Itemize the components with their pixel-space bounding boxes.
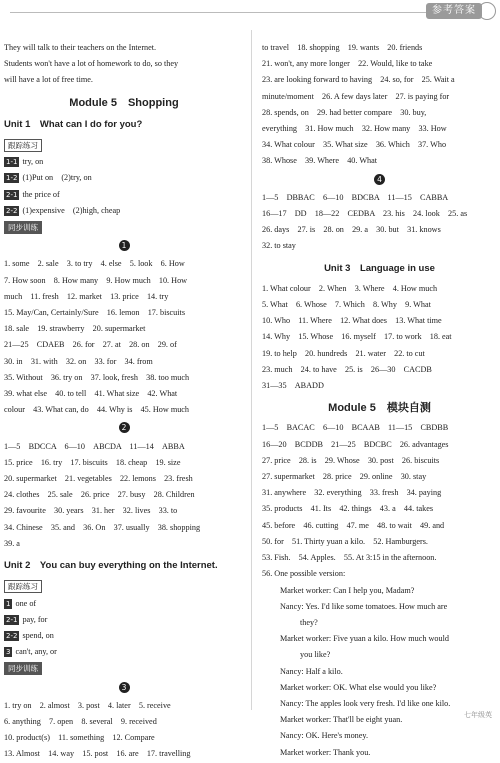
section-3-badge: 3 (119, 682, 130, 693)
unit3-title: Unit 3 Language in use (324, 262, 435, 274)
unit1-title: Unit 1 What can I do for you? (4, 118, 143, 130)
answer-line: 14. Why 15. Whose 16. myself 17. to work 18. eat (262, 332, 452, 342)
answer-line: 39. a (4, 538, 20, 548)
dialog-line: Market worker: That'll be eight yuan. (280, 715, 403, 725)
answer-line: 35. products 41. Its 42. things 43. a 44. takes (262, 504, 434, 514)
answer-line: 28. spends, on 29. had better compare 30. buy, (262, 107, 427, 117)
item-answer: the price of (22, 189, 60, 199)
answer-line: minute/moment 26. A few days later 27. is paying for (262, 91, 450, 101)
answer-line: 1. What colour 2. When 3. Where 4. How much (262, 283, 438, 293)
answer-line: everything 31. How much 32. How many 33. How (262, 124, 447, 134)
answer-line: 21. won't, any more longer 22. Would, like to take (262, 59, 433, 69)
item-number: 2-2 (6, 206, 18, 215)
dialog-line: you like? (300, 650, 331, 660)
follow-item (4, 154, 244, 170)
answer-line: 20. supermarket 21. vegetables 22. lemons 23. fresh (4, 474, 193, 484)
answer-line: 5. What 6. Whose 7. Which 8. Why 9. What (262, 300, 431, 310)
follow-item (4, 612, 244, 628)
sample-dialog (262, 583, 497, 761)
header-bar (0, 0, 500, 20)
page-footer: 七年级英 (464, 711, 492, 719)
answer-line: 1—5 DBBAC 6—10 BDCBA 11—15 CABBA (262, 192, 449, 202)
unit3-answers (262, 281, 497, 394)
section-number (4, 420, 244, 436)
item-number: 2-1 (6, 615, 18, 624)
right-column (262, 40, 497, 761)
answer-line: 1. some 2. sale 3. to try 4. else 5. look 6. How (4, 259, 185, 269)
left-top-paragraph (4, 40, 244, 89)
unit2-title: Unit 2 You can buy everything on the Internet. (4, 560, 218, 572)
answer-line: 24. clothes 25. sale 26. price 27. busy 28. Children (4, 490, 195, 500)
answer-line: 31—35 ABADD (262, 381, 324, 391)
answer-line: 6. anything 7. open 8. several 9. received (4, 716, 157, 726)
follow-practice-tag: 跟踪练习 (4, 139, 42, 152)
sync-training-tag: 同步训练 (4, 221, 42, 234)
answer-line: 16—20 BCDDB 21—25 BDCBC 26. advantages (262, 439, 449, 449)
answer-key-badge: 参考答案 (426, 3, 482, 19)
follow-item (4, 596, 244, 612)
answer-line: 34. What colour 35. What size 36. Which 37. Who (262, 140, 447, 150)
header-rule (10, 12, 430, 13)
section-number (4, 238, 244, 254)
section-1-badge: 1 (119, 240, 130, 251)
item-answer: pay, for (22, 614, 48, 624)
item-answer: (1)expensive (2)high, cheap (22, 205, 121, 215)
item-number: 1-2 (6, 174, 18, 183)
unit1-follow-list (4, 154, 244, 219)
answer-line: 32. to stay (262, 241, 296, 251)
dialog-line: Nancy: Half a kilo. (280, 666, 343, 676)
follow-item (4, 170, 244, 186)
answer-line: 31. anywhere 32. everything 33. fresh 34. paying (262, 488, 442, 498)
item-answer: spend, on (22, 630, 54, 640)
answer-line: 19. to help 20. hundreds 21. water 22. to cut (262, 348, 425, 358)
answer-line: 27. price 28. is 29. Whose 30. post 26. biscuits (262, 455, 440, 465)
answer-line: 56. One possible version: (262, 569, 346, 579)
dialog-line: Market worker: Can I help you, Madam? (280, 585, 415, 595)
follow-item (4, 628, 244, 644)
dialog-line: Nancy: OK. Here's money. (280, 731, 369, 741)
answer-line: 1—5 BACAC 6—10 BCAAB 11—15 CBDBB (262, 423, 449, 433)
item-number: 2-2 (6, 631, 18, 640)
answer-line: 16—17 DD 18—22 CEDBA 23. his 24. look 25. as (262, 209, 468, 219)
answer-line: 15. May/Can, Certainly/Sure 16. lemon 17. biscuits (4, 308, 186, 318)
section-4-badge: 4 (374, 174, 385, 185)
answer-line: 26. days 27. is 28. on 29. a 30. but 31. knows (262, 225, 441, 235)
answer-line: 10. product(s) 11. something 12. Compare (4, 733, 155, 743)
answer-line: 23. are looking forward to having 24. so, for 25. Wait a (262, 75, 455, 85)
item-answer: can't, any, or (15, 647, 57, 657)
answer-line: 45. before 46. cutting 47. me 48. to wait 49. and (262, 520, 445, 530)
unit1-answers-a (4, 256, 244, 418)
item-number: 1-1 (6, 158, 18, 167)
answer-line: 39. what else 40. to tell 41. What size 42. What (4, 389, 178, 399)
answer-line: 13. Almost 14. way 15. post 16. are 17. travelling (4, 749, 191, 759)
section-number (262, 172, 497, 188)
unit2-follow-list (4, 596, 244, 661)
item-number: 3 (6, 648, 11, 657)
answer-line: Students won't have a lot of homework to do, so they (4, 59, 179, 69)
left-column (4, 40, 244, 763)
answer-line: 29. favourite 30. years 31. her 32. lives 33. to (4, 506, 178, 516)
answer-line: 1—5 BDCCA 6—10 ABCDA 11—14 ABBA (4, 441, 185, 451)
answer-line: will have a lot of free time. (4, 75, 93, 85)
item-answer: try, on (22, 157, 44, 167)
dialog-line: Market worker: OK. What else would you like? (280, 682, 437, 692)
answer-line: 50. for 51. Thirty yuan a kilo. 52. Hamburgers. (262, 536, 428, 546)
answer-line: 38. Whose 39. Where 40. What (262, 156, 378, 166)
right-answers-a (262, 190, 497, 255)
follow-item (4, 187, 244, 203)
answer-line: 35. Without 36. try on 37. look, fresh 38. too much (4, 372, 190, 382)
answer-line: 15. price 16. try 17. biscuits 18. cheap 19. size (4, 457, 181, 467)
answer-line: 27. supermarket 28. price 29. online 30. stay (262, 472, 427, 482)
follow-item (4, 203, 244, 219)
answer-line: to travel 18. shopping 19. wants 20. friends (262, 43, 423, 52)
follow-practice-tag: 跟踪练习 (4, 580, 42, 593)
right-top-answers (262, 40, 497, 170)
badge-circle-icon (478, 2, 496, 20)
dialog-line: they? (300, 617, 318, 627)
answer-line: 30. in 31. with 32. on 33. for 34. from (4, 356, 153, 366)
item-number: 1 (6, 599, 11, 608)
answer-line: 53. Fish. 54. Apples. 55. At 3:15 in the afternoon. (262, 553, 437, 563)
answer-line: They will talk to their teachers on the Internet. (4, 43, 157, 52)
item-answer: (1)Put on (2)try, on (22, 173, 92, 183)
answer-line: 7. How soon 8. How many 9. How much 10. How (4, 275, 188, 285)
dialog-line: Nancy: The apples look very fresh. I'd like one kilo. (280, 698, 451, 708)
answer-line: 23. much 24. to have 25. is 26—30 CACDB (262, 364, 432, 374)
item-number: 2-1 (6, 190, 18, 199)
dialog-line: Market worker: Five yuan a kilo. How much would (280, 634, 449, 644)
answer-line: 10. Who 11. Where 12. What does 13. What time (262, 316, 442, 326)
follow-item (4, 644, 244, 660)
sync-training-tag: 同步训练 (4, 662, 42, 675)
dialog-line: Nancy: Yes. I'd like some tomatoes. How much are (280, 601, 448, 611)
answer-line: 21—25 CDAEB 26. for 27. at 28. on 29. of (4, 340, 177, 350)
answer-line: 34. Chinese 35. and 36. On 37. usually 38. shopping (4, 522, 201, 532)
answer-line: much 11. fresh 12. market 13. price 14. try (4, 291, 169, 301)
module5-test-title: Module 5 模块自测 (328, 402, 431, 415)
section-number (4, 680, 244, 696)
module5-test-answers (262, 420, 497, 582)
module5-title: Module 5 Shopping (69, 96, 179, 109)
dialog-line: Market worker: Thank you. (280, 747, 371, 757)
answer-line: 18. sale 19. strawberry 20. supermarket (4, 324, 146, 334)
answer-line: colour 43. What can, do 44. Why is 45. How much (4, 405, 190, 415)
answer-line: 1. try on 2. almost 3. post 4. later 5. receive (4, 700, 171, 710)
item-answer: one of (15, 598, 37, 608)
unit2-answers (4, 698, 244, 763)
unit1-answers-b (4, 439, 244, 552)
column-divider (251, 30, 252, 710)
section-2-badge: 2 (119, 422, 130, 433)
